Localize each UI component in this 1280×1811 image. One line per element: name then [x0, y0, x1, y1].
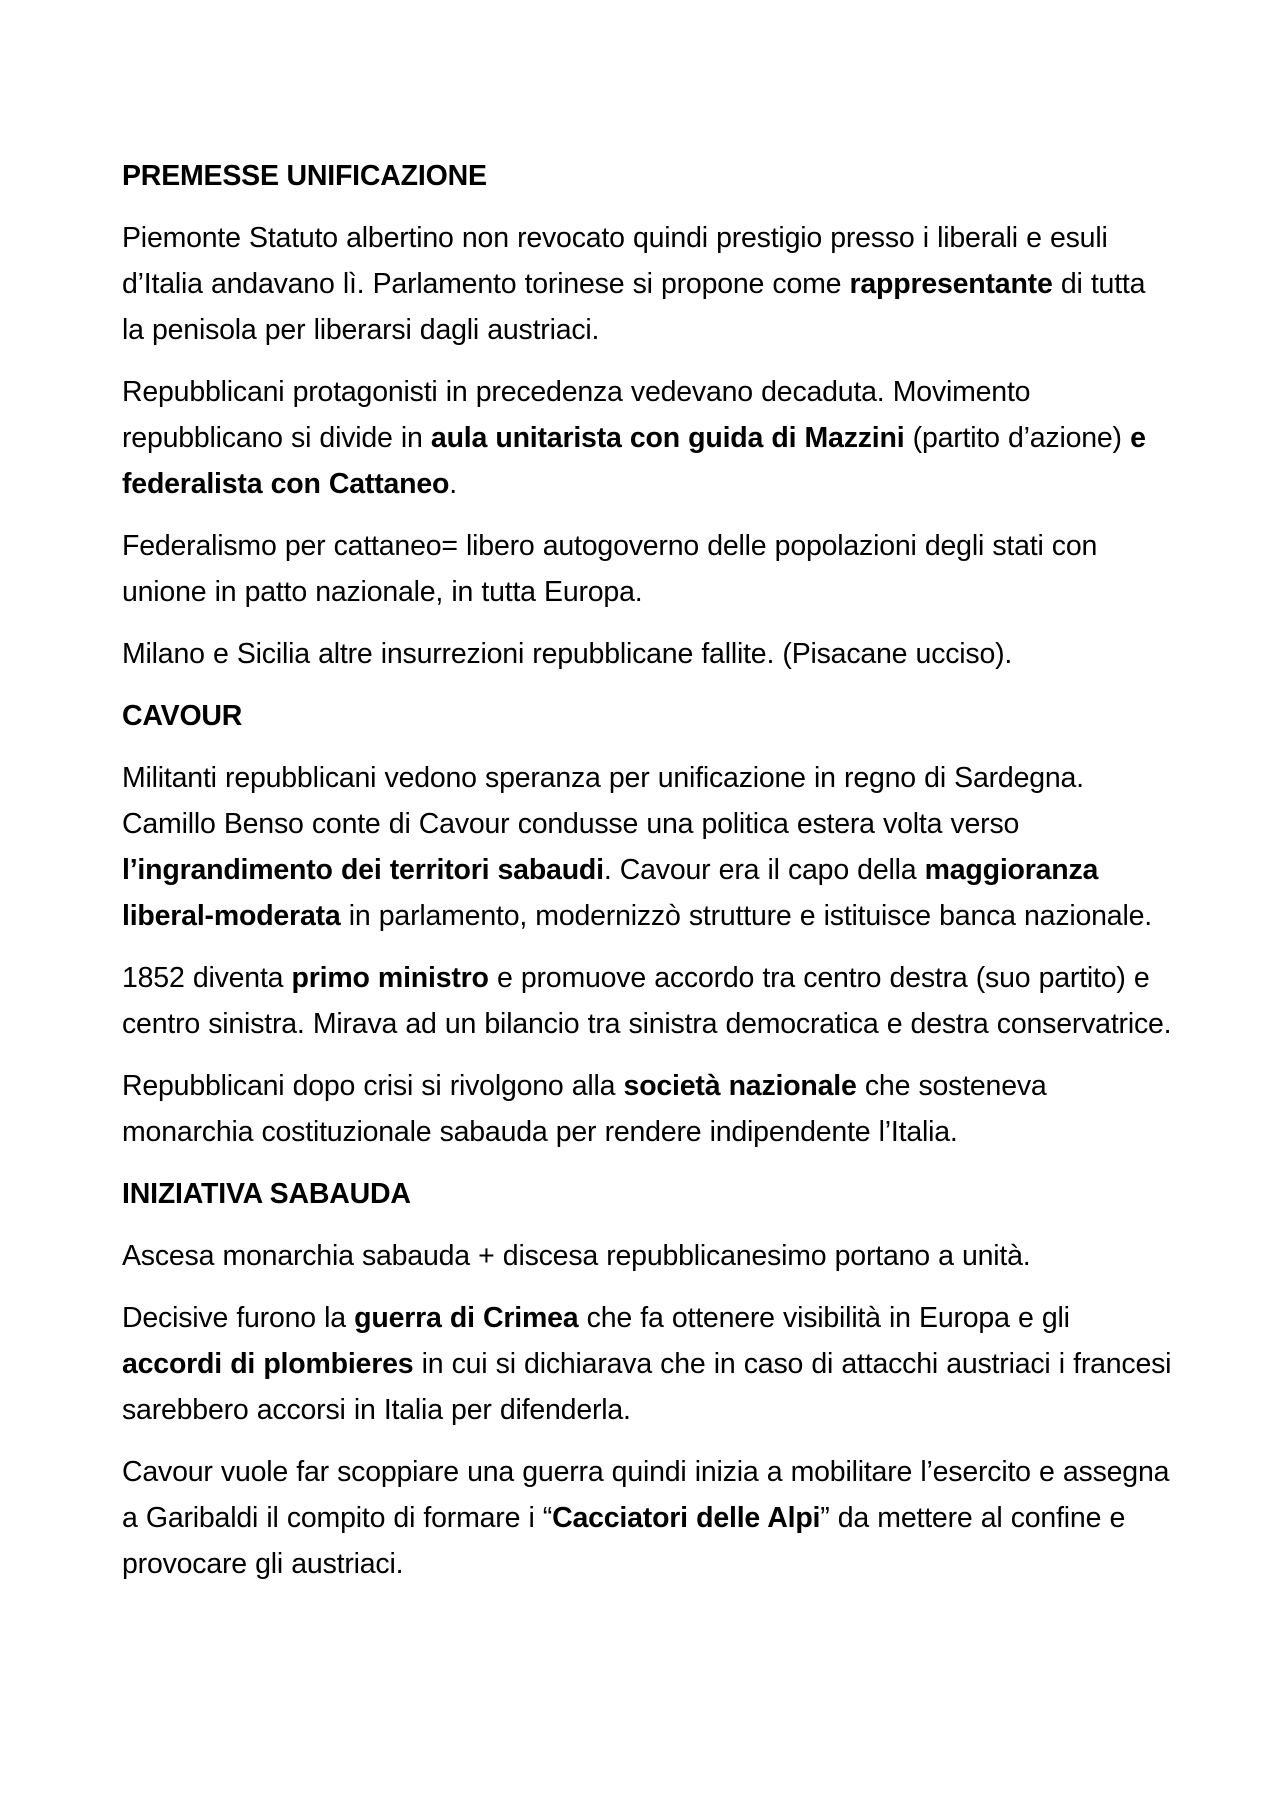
text-run: 1852 diventa — [122, 962, 292, 994]
text-run: Repubblicani dopo crisi si rivolgono alla — [122, 1070, 624, 1102]
paragraph — [122, 1449, 1172, 1587]
paragraph — [122, 215, 1172, 353]
paragraph — [122, 1063, 1172, 1155]
text-run: Repubblicani protagonisti in precedenza vedevano decaduta. Movimento repubblicano si divide in — [122, 376, 1031, 454]
text-run: Ascesa monarchia sabauda + discesa repubblicanesimo portano a unità. — [122, 1240, 1031, 1272]
paragraph — [122, 755, 1172, 939]
text-run-bold: guerra di Crimea — [354, 1302, 579, 1334]
text-run: e promuove accordo tra centro destra (suo partito) e centro sinistra. Mirava ad un bilancio tra sinistra democratica e destra conservatrice. — [122, 962, 1172, 1040]
paragraph — [122, 1233, 1172, 1279]
text-run: (partito d’azione) — [904, 422, 1131, 454]
paragraph — [122, 631, 1172, 677]
text-run-bold: primo ministro — [291, 962, 489, 994]
text-run-bold: rappresentante — [849, 268, 1053, 300]
paragraph — [122, 523, 1172, 615]
paragraph — [122, 955, 1172, 1047]
document-body — [122, 153, 1172, 1603]
text-run: ” da mettere al confine e provocare gli austriaci. — [122, 1502, 1126, 1580]
text-run-bold: e federalista con Cattaneo — [122, 422, 1146, 500]
text-run-bold: società nazionale — [623, 1070, 857, 1102]
text-run: che sosteneva monarchia costituzionale sabauda per rendere indipendente l’Italia. — [122, 1070, 1047, 1148]
paragraph — [122, 1295, 1172, 1433]
text-run: Cavour vuole far scoppiare una guerra quindi inizia a mobilitare l’esercito e assegna a Garibaldi il compito di formare i “ — [122, 1456, 1170, 1534]
text-run-bold: l’ingrandimento dei territori sabaudi — [122, 854, 604, 886]
text-run: Milano e Sicilia altre insurrezioni repubblicane fallite. (Pisacane ucciso). — [122, 638, 1013, 670]
text-run: Piemonte Statuto albertino non revocato quindi prestigio presso i liberali e esuli d’Italia andavano lì. Parlamento torinese si propone come — [122, 222, 1108, 300]
section-heading-cavour: CAVOUR — [122, 700, 243, 732]
text-run: Federalismo per cattaneo= libero autogoverno delle popolazioni degli stati con unione in patto nazionale, in tutta Europa. — [122, 530, 1098, 608]
text-run: Decisive furono la — [122, 1302, 355, 1334]
text-run-bold: maggioranza liberal-moderata — [122, 854, 1099, 932]
text-run: in parlamento, modernizzò strutture e istituisce banca nazionale. — [340, 900, 1152, 932]
text-run-bold: aula unitarista con guida di Mazzini — [430, 422, 905, 454]
paragraph — [122, 369, 1172, 507]
text-run: . — [449, 468, 457, 500]
text-run: di tutta la penisola per liberarsi dagli austriaci. — [122, 268, 1146, 346]
section-heading-iniziativa-sabauda: INIZIATIVA SABAUDA — [122, 1178, 411, 1210]
text-run: . Cavour era il capo della — [603, 854, 925, 886]
text-run-bold: Cacciatori delle Alpi — [552, 1502, 821, 1534]
text-run: in cui si dichiarava che in caso di attacchi austriaci i francesi sarebbero accorsi in Italia per difenderla. — [122, 1348, 1172, 1426]
text-run: Militanti repubblicani vedono speranza per unificazione in regno di Sardegna. Camillo Benso conte di Cavour condusse una politica estera volta verso — [122, 762, 1084, 840]
text-run: che fa ottenere visibilità in Europa e gli — [578, 1302, 1070, 1334]
text-run-bold: accordi di plombieres — [122, 1348, 414, 1380]
section-heading-premesse: PREMESSE UNIFICAZIONE — [122, 160, 487, 192]
